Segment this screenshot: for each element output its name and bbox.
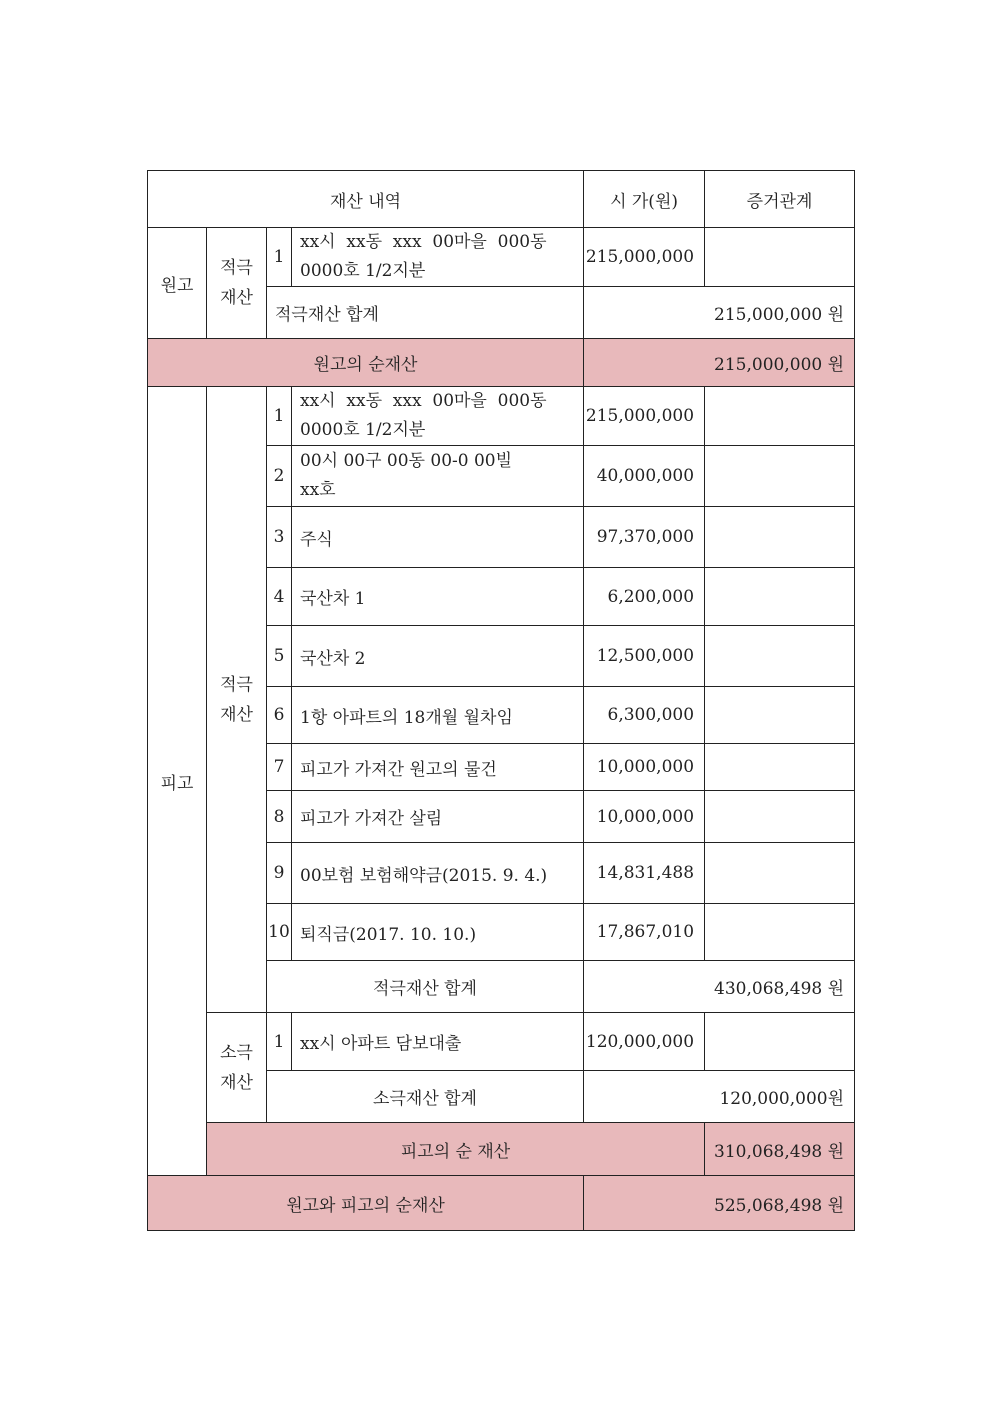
combined-net-value: 525,068,498 원 <box>584 1176 855 1231</box>
item-price: 215,000,000 <box>584 387 705 446</box>
item-no: 5 <box>267 626 292 687</box>
item-desc <box>292 446 584 507</box>
table-row <box>148 1013 855 1071</box>
item-price: 14,831,488 <box>584 843 705 904</box>
item-desc: 피고가 가져간 살림 <box>292 791 584 843</box>
header-item: 재산 내역 <box>148 171 584 228</box>
desc-line: xx시 xx동 xxx 00마을 000동 <box>300 391 547 411</box>
item-evidence <box>705 228 855 287</box>
defendant-active-total-label: 적극재산 합계 <box>267 961 584 1013</box>
item-desc: 00보험 보험해약금(2015. 9. 4.) <box>292 843 584 904</box>
defendant-active-label <box>207 387 267 1013</box>
defendant-label: 피고 <box>148 387 207 1176</box>
label-line: 재산 <box>220 1072 253 1093</box>
item-desc: 주식 <box>292 507 584 568</box>
asset-table <box>147 170 855 1231</box>
defendant-passive-total-value: 120,000,000원 <box>584 1071 855 1123</box>
label-line: 소극 <box>220 1042 253 1063</box>
desc-line: xx호 <box>300 480 336 500</box>
header-row <box>148 171 855 228</box>
item-price: 6,200,000 <box>584 568 705 626</box>
item-price: 215,000,000 <box>584 228 705 287</box>
item-no: 1 <box>267 387 292 446</box>
plaintiff-net-label: 원고의 순재산 <box>148 339 584 387</box>
item-evidence <box>705 1013 855 1071</box>
item-desc <box>292 387 584 446</box>
desc-line: 00시 00구 00동 00-0 00빌 <box>300 451 513 471</box>
plaintiff-net-value: 215,000,000 원 <box>584 339 855 387</box>
defendant-net-value: 310,068,498 원 <box>705 1123 855 1176</box>
item-desc: 국산차 1 <box>292 568 584 626</box>
net-row <box>148 1123 855 1176</box>
item-no: 8 <box>267 791 292 843</box>
item-no: 6 <box>267 687 292 744</box>
defendant-net-label: 피고의 순 재산 <box>207 1123 705 1176</box>
item-evidence <box>705 626 855 687</box>
plaintiff-active-total-value: 215,000,000 원 <box>584 287 855 339</box>
item-evidence <box>705 843 855 904</box>
desc-line: xx시 xx동 xxx 00마을 000동 <box>300 232 547 252</box>
item-evidence <box>705 568 855 626</box>
label-line: 재산 <box>220 704 253 725</box>
item-no: 4 <box>267 568 292 626</box>
item-evidence <box>705 791 855 843</box>
item-no: 3 <box>267 507 292 568</box>
item-price: 120,000,000 <box>584 1013 705 1071</box>
combined-net-label: 원고와 피고의 순재산 <box>148 1176 584 1231</box>
item-evidence <box>705 387 855 446</box>
item-no: 1 <box>267 228 292 287</box>
item-evidence <box>705 904 855 961</box>
item-price: 17,867,010 <box>584 904 705 961</box>
table-row <box>148 387 855 446</box>
defendant-passive-total-label: 소극재산 합계 <box>267 1071 584 1123</box>
net-row <box>148 339 855 387</box>
item-evidence <box>705 687 855 744</box>
defendant-passive-label <box>207 1013 267 1123</box>
plaintiff-active-total-label: 적극재산 합계 <box>267 287 584 339</box>
item-desc: 1항 아파트의 18개월 월차임 <box>292 687 584 744</box>
item-desc <box>292 228 584 287</box>
item-evidence <box>705 744 855 791</box>
item-evidence <box>705 507 855 568</box>
item-no: 2 <box>267 446 292 507</box>
item-no: 10 <box>267 904 292 961</box>
label-line: 적극 <box>220 258 253 278</box>
header-evidence: 증거관계 <box>705 171 855 228</box>
item-no: 1 <box>267 1013 292 1071</box>
label-line: 재산 <box>220 288 253 308</box>
item-price: 97,370,000 <box>584 507 705 568</box>
item-price: 40,000,000 <box>584 446 705 507</box>
plaintiff-label: 원고 <box>148 228 207 339</box>
desc-line: 0000호 1/2지분 <box>300 261 426 281</box>
item-price: 6,300,000 <box>584 687 705 744</box>
item-desc: 피고가 가져간 원고의 물건 <box>292 744 584 791</box>
item-desc: xx시 아파트 담보대출 <box>292 1013 584 1071</box>
item-no: 9 <box>267 843 292 904</box>
item-price: 10,000,000 <box>584 744 705 791</box>
net-row <box>148 1176 855 1231</box>
label-line: 적극 <box>220 674 253 695</box>
item-no: 7 <box>267 744 292 791</box>
item-evidence <box>705 446 855 507</box>
plaintiff-active-label <box>207 228 267 339</box>
item-price: 12,500,000 <box>584 626 705 687</box>
desc-line: 0000호 1/2지분 <box>300 420 426 440</box>
item-desc: 퇴직금(2017. 10. 10.) <box>292 904 584 961</box>
table-row <box>148 228 855 287</box>
defendant-active-total-value: 430,068,498 원 <box>584 961 855 1013</box>
item-price: 10,000,000 <box>584 791 705 843</box>
header-price: 시 가(원) <box>584 171 705 228</box>
item-desc: 국산차 2 <box>292 626 584 687</box>
